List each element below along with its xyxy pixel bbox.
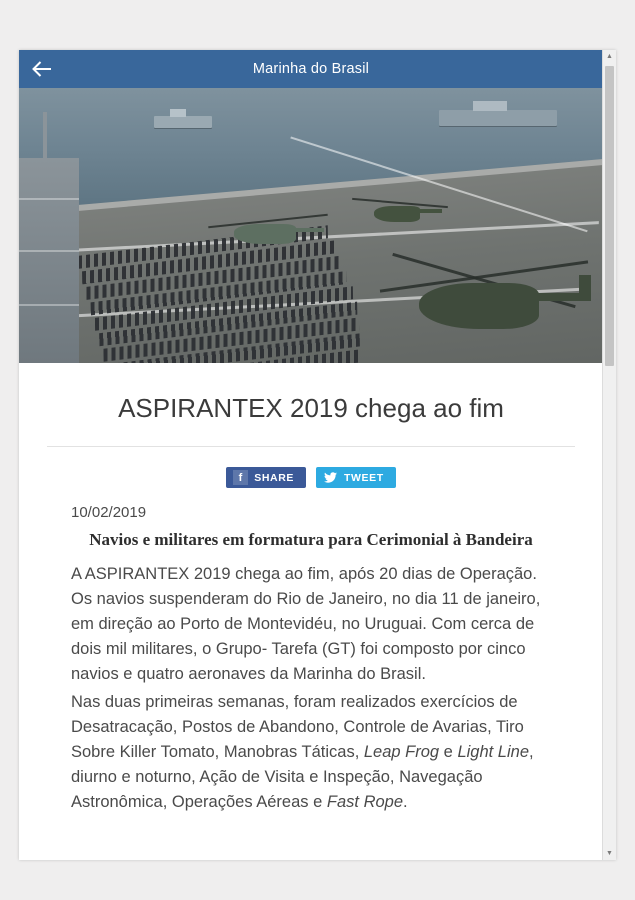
article-paragraph: A ASPIRANTEX 2019 chega ao fim, após 20 dias de Operação. Os navios suspenderam do Rio de Janeiro, no dia 11 de janeiro, em direção ao Porto de Montevidéu, no Uruguai. Com cerca de dois mil militares, o Grupo- Tarefa (GT) foi composto por cinco navios e quatro aeronaves da Marinha do Brasil. [71,565,541,684]
paragraph-text-segment: . [403,792,408,811]
arrow-left-icon [32,61,52,77]
share-twitter-label: TWEET [344,471,384,484]
article-paragraph [71,690,551,815]
article-content [19,363,603,815]
article-date: 10/02/2019 [71,504,147,522]
article-hero-image [19,88,603,363]
twitter-bird-icon [323,470,338,485]
article-subhead: Navios e militares em formatura para Cerimonial à Bandeira [89,530,533,550]
caret-up-icon: ▲ [606,53,613,60]
distant-ship-icon [439,110,557,126]
paragraph-italic-term: Fast Rope [326,792,404,811]
vertical-scrollbar[interactable] [602,50,616,860]
mast-icon [43,112,47,162]
paragraph-text-segment: e [439,742,458,761]
share-bar [19,447,603,504]
scrollbar-thumb[interactable] [605,66,614,366]
back-button[interactable] [19,61,65,77]
caret-down-icon: ▼ [606,850,613,857]
share-twitter-button[interactable] [316,467,396,488]
paragraph-italic-term: Leap Frog [363,742,440,761]
app-bar-title: Marinha do Brasil [252,61,370,77]
distant-ship-icon [154,116,212,128]
scroll-down-button[interactable] [603,847,616,860]
app-window [19,50,616,860]
facebook-icon: f [233,470,248,485]
page-title: ASPIRANTEX 2019 chega ao fim [47,363,575,447]
paragraph-text-segment: , diurno e noturno, Ação de Visita e Inspeção, Navegação Astronômica, Operações Aéreas e [71,742,534,811]
share-facebook-label: SHARE [254,471,294,484]
paragraph-italic-term: Light Line [457,742,529,761]
window-content-clip [19,50,603,860]
ship-superstructure [19,158,79,363]
article-body [19,504,603,815]
share-facebook-button[interactable] [226,467,306,488]
app-bar [19,50,603,88]
scroll-up-button[interactable] [603,50,616,63]
paragraph-text-segment: Nas duas primeiras semanas, foram realizados exercícios de Desatracação, Postos de Abandono, Controle de Avarias, Tiro Sobre Killer Tomato, Manobras Táticas, [71,692,524,761]
